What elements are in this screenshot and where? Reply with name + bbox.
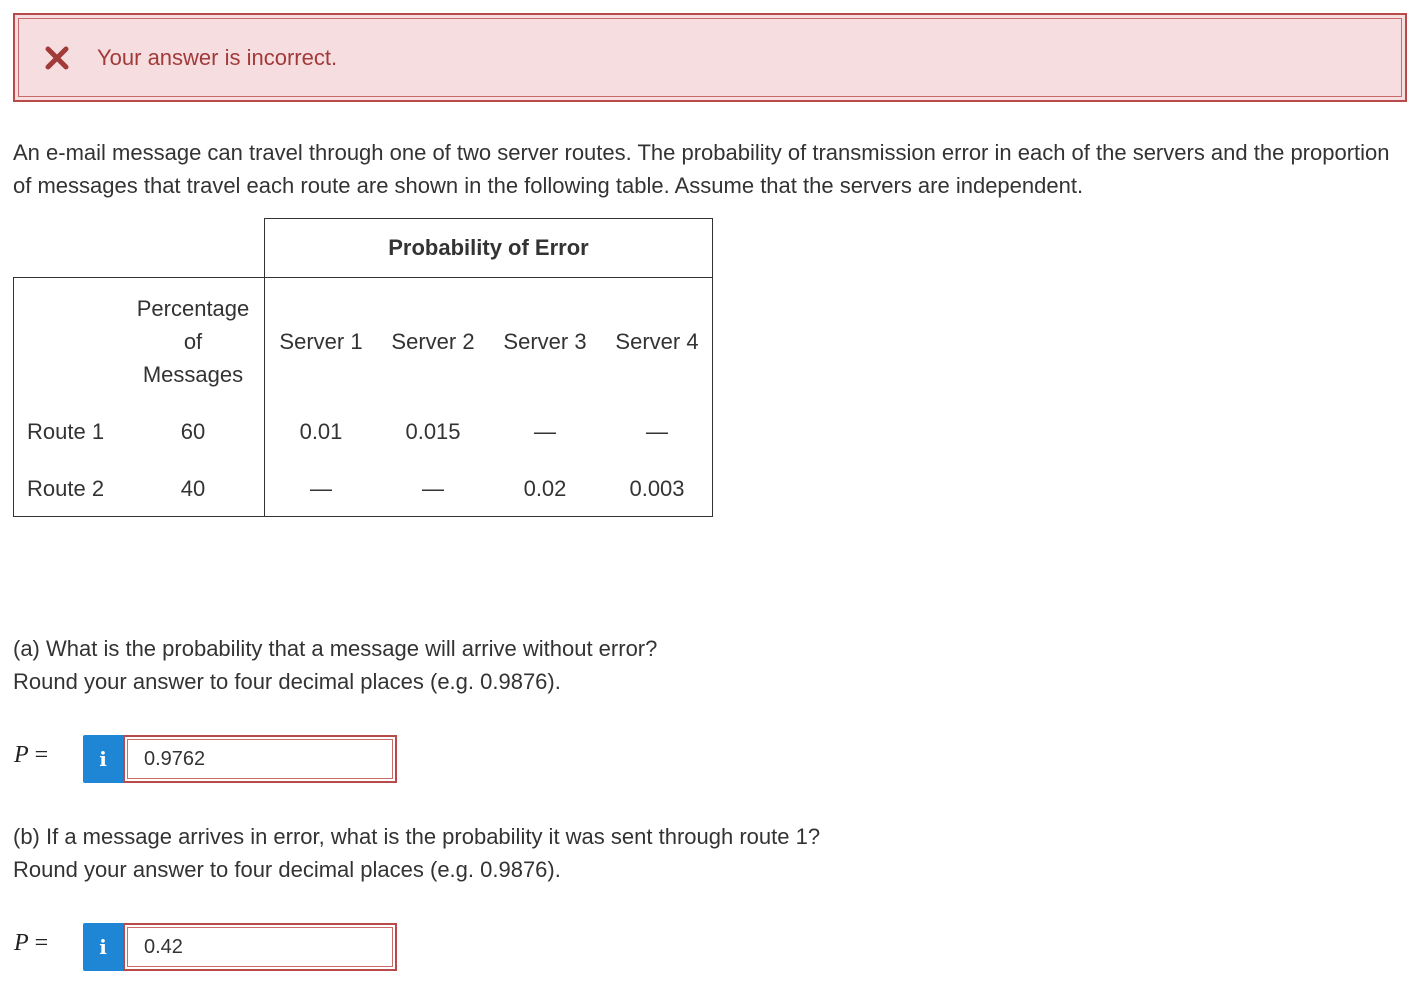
part-b-question: (b) If a message arrives in error, what is the probability it was sent through route 1? [13,824,821,849]
incorrect-alert-inner [18,18,1402,97]
error-table [13,277,713,517]
row-1-server-2: 0.015 [405,419,461,444]
server-2-header: Server 2 [391,329,475,354]
row-2-route: Route 2 [27,476,105,501]
part-a-instruction: Round your answer to four decimal places (e.g. 0.9876). [13,669,561,694]
row-1-pct: 60 [180,419,206,444]
server-4-header: Server 4 [615,329,699,354]
part-b-answer-input[interactable] [123,923,397,971]
pct-header-line-3: Messages [142,362,244,387]
part-b-info-icon[interactable]: i [83,923,123,971]
pct-header-line-2: of [183,329,203,354]
probability-of-error-header: Probability of Error [264,218,713,277]
part-a-p-label [14,742,48,769]
part-b-p-label [14,930,48,957]
row-1-route: Route 1 [27,419,105,444]
row-1-server-4: — [646,419,668,444]
row-1-server-3: — [534,419,556,444]
part-a-answer-input[interactable] [123,735,397,783]
row-2-server-3: 0.02 [523,476,567,501]
pct-header-line-1: Percentage [136,296,250,321]
part-a-question: (a) What is the probability that a message will arrive without error? [13,636,658,661]
alert-message: Your answer is incorrect. [97,44,338,70]
part-a-p-var: P [14,742,29,768]
row-2-server-4: 0.003 [629,476,685,501]
row-2-server-2: — [422,476,444,501]
incorrect-alert [13,13,1407,102]
part-a-p-eq: = [28,742,49,768]
part-b-p-eq: = [28,930,49,956]
server-3-header: Server 3 [503,329,587,354]
part-a-answer-value[interactable]: 0.9762 [127,739,393,779]
row-2-pct: 40 [180,476,206,501]
row-2-server-1: — [310,476,332,501]
server-1-header: Server 1 [279,329,363,354]
close-icon [43,44,71,72]
problem-statement: An e-mail message can travel through one of two server routes. The probability of transmission error in each of the servers and the proportion of messages that travel each route are shown in the following table. Assume that the servers are independent. [13,140,1390,198]
part-a-info-icon[interactable]: i [83,735,123,783]
row-1-server-1: 0.01 [299,419,343,444]
part-b-p-var: P [14,930,29,956]
part-b-answer-value[interactable]: 0.42 [127,927,393,967]
part-b-instruction: Round your answer to four decimal places (e.g. 0.9876). [13,857,561,882]
